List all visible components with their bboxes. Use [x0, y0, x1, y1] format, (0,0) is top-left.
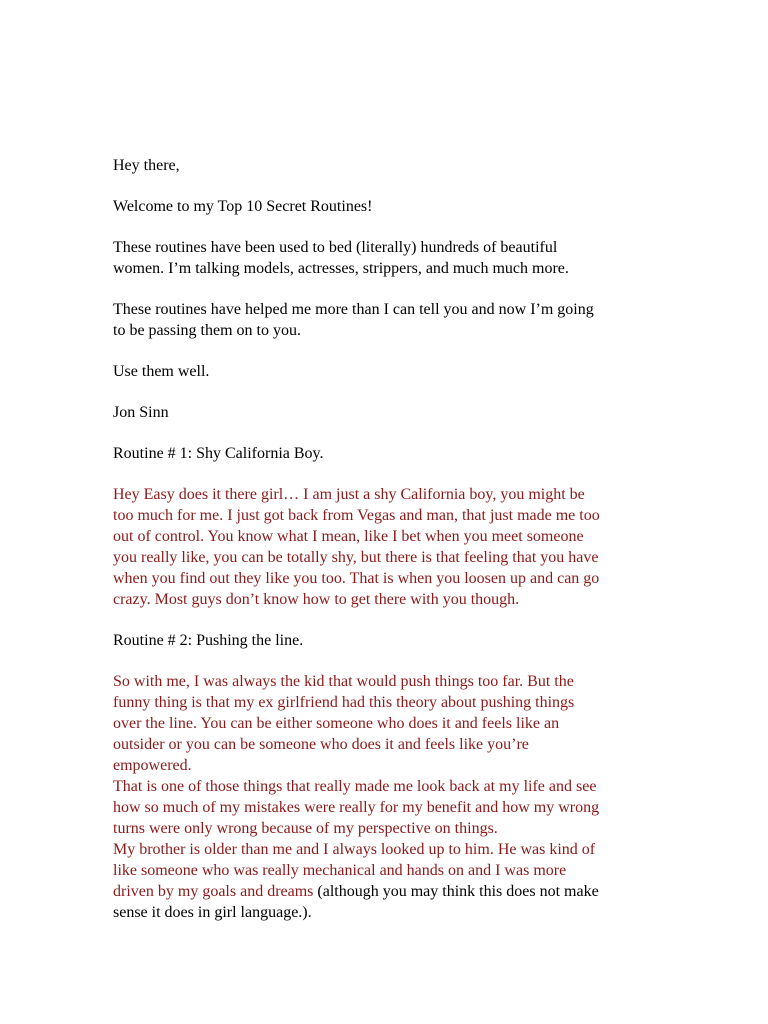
document-page: [113, 155, 653, 923]
routine-2-body-3: [113, 839, 653, 923]
sign-off: Use them well.: [113, 363, 210, 380]
welcome-line: Welcome to my Top 10 Secret Routines!: [113, 198, 373, 215]
routine-2-body-2: That is one of those things that really made me look back at my life and see how so much of my mistakes were really for my benefit and how my wrong turns were only wrong because of my perspective on things.: [113, 778, 600, 837]
routine-2-body-3-black: (although you may think this does not make sense it does in girl language.).: [113, 883, 599, 921]
routine-1-body: Hey Easy does it there girl… I am just a shy California boy, you might be too much for me. I just got back from Vegas and man, that just made me too out of control. You know what I mean, like I bet when you meet someone you really like, you can be totally shy, but there is that feeling that you have when you find out they like you too. That is when you loosen up and can go crazy. Most guys don’t know how to get there with you though.: [113, 486, 600, 608]
routine-2-body-1: So with me, I was always the kid that would push things too far. But the funny thing is that my ex girlfriend had this theory about pushing things over the line. You can be either someone who does it and feels like an outsider or you can be someone who does it and feels like you’re empowered.: [113, 673, 575, 774]
intro-paragraph-1: These routines have been used to bed (literally) hundreds of beautiful women. I’m talking models, actresses, strippers, and much much more.: [113, 239, 569, 277]
greeting: Hey there,: [113, 157, 180, 174]
intro-paragraph-2: These routines have helped me more than I can tell you and now I’m going to be passing them on to you.: [113, 301, 594, 339]
routine-2-heading: Routine # 2: Pushing the line.: [113, 632, 304, 649]
author-name: Jon Sinn: [113, 404, 169, 421]
routine-1-heading: Routine # 1: Shy California Boy.: [113, 445, 324, 462]
routine-2-body-3-red: My brother is older than me and I always looked up to him. He was kind of like someone who was really mechanical and hands on and I was more driven by my goals and dreams: [113, 841, 596, 900]
